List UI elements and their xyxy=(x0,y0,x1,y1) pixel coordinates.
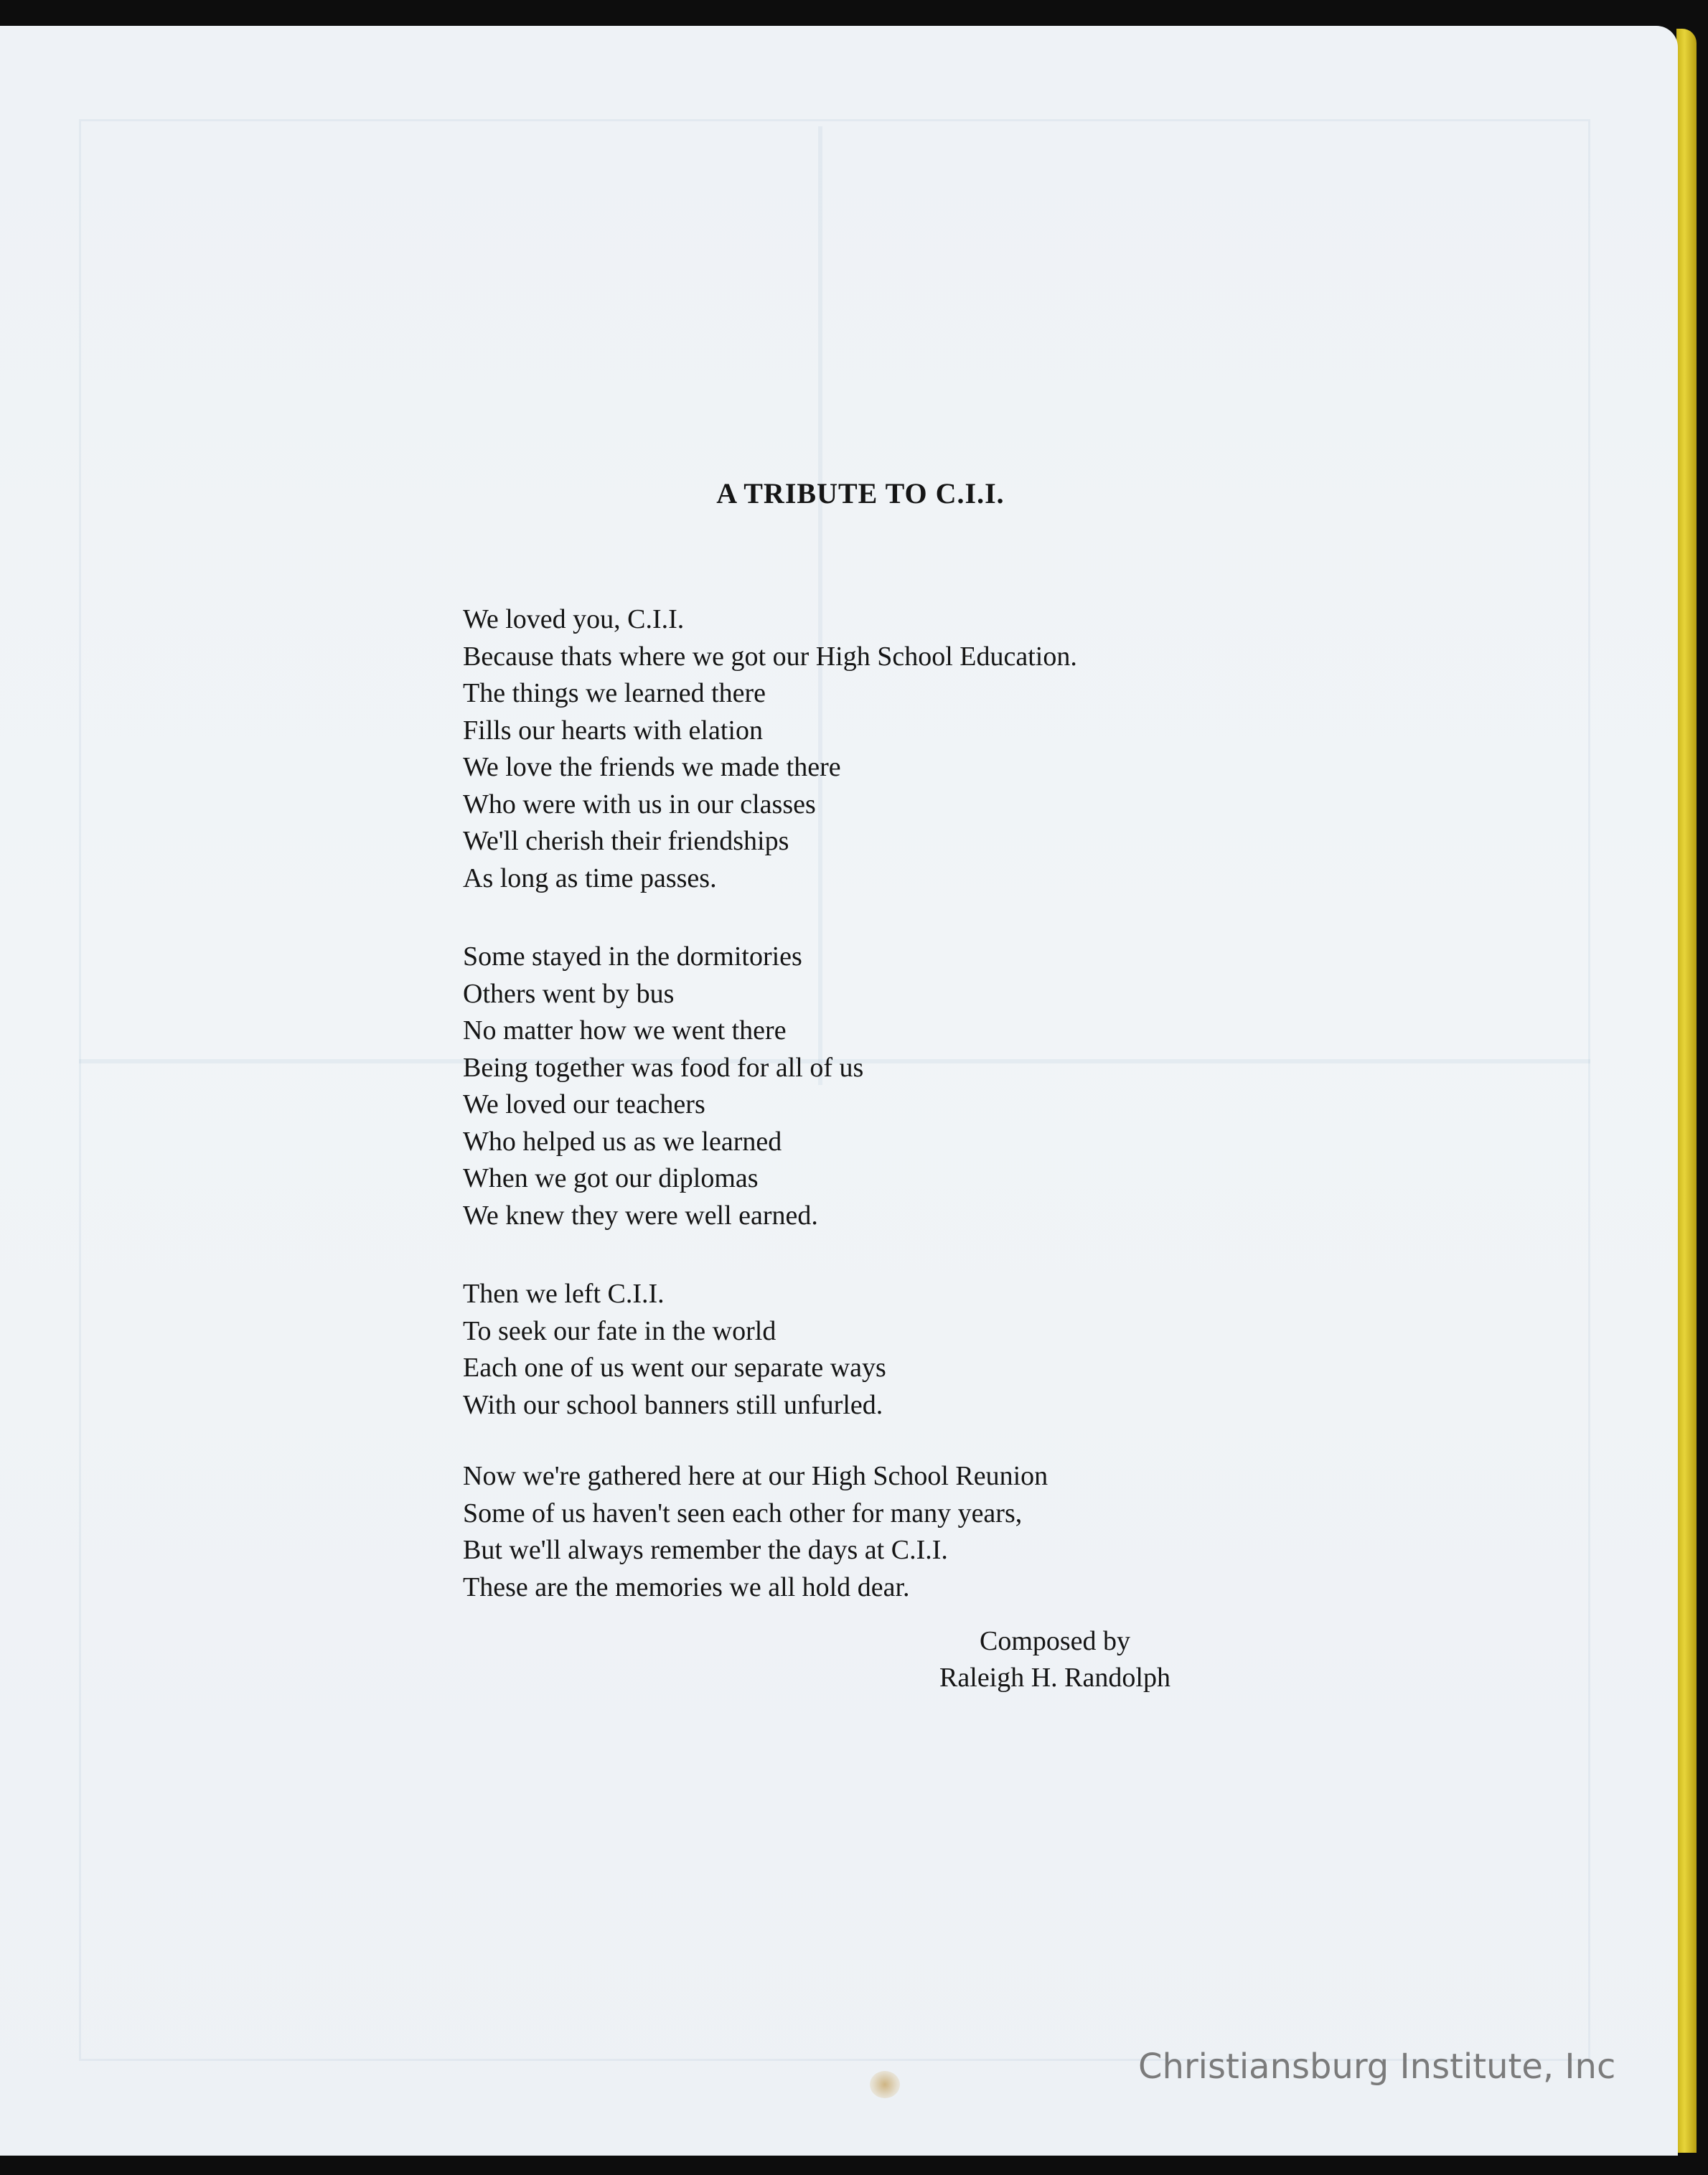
poem-line: Because thats where we got our High School Education. xyxy=(463,641,1077,672)
poem-line: The things we learned there xyxy=(463,678,766,708)
poem-line: No matter how we went there xyxy=(463,1015,787,1046)
poem-line: These are the memories we all hold dear. xyxy=(463,1572,910,1602)
poem-line: Some of us haven't seen each other for many years, xyxy=(463,1498,1023,1528)
poem-line: We'll cherish their friendships xyxy=(463,826,789,856)
credit-composed-by: Composed by xyxy=(979,1626,1131,1656)
poem-line: We knew they were well earned. xyxy=(463,1200,818,1231)
poem-stanza xyxy=(463,1458,1048,1606)
poem-line: With our school banners still unfurled. xyxy=(463,1389,883,1420)
poem-line: Then we left C.I.I. xyxy=(463,1279,665,1309)
credit-author-name: Raleigh H. Randolph xyxy=(939,1663,1170,1693)
poem-line: When we got our diplomas xyxy=(463,1163,759,1193)
poem-line: Being together was food for all of us xyxy=(463,1052,864,1083)
poem-line: Some stayed in the dormitories xyxy=(463,941,802,972)
archive-watermark: Christiansburg Institute, Inc xyxy=(1138,2047,1616,2087)
poem-line: Who were with us in our classes xyxy=(463,789,816,819)
yellow-page-edge xyxy=(1676,29,1697,2153)
poem-line: Now we're gathered here at our High School Reunion xyxy=(463,1461,1048,1491)
poem-line: To seek our fate in the world xyxy=(463,1315,776,1346)
poem-line: As long as time passes. xyxy=(463,863,717,893)
poem-title: A TRIBUTE TO C.I.I. xyxy=(716,477,1005,509)
poem-line: Others went by bus xyxy=(463,978,675,1009)
poem-line: We loved our teachers xyxy=(463,1089,705,1119)
poem-credit xyxy=(840,1623,1270,1696)
poem-line: We loved you, C.I.I. xyxy=(463,604,685,634)
poem-stanza xyxy=(463,939,863,1234)
poem-content xyxy=(0,26,1678,2156)
poem-stanza xyxy=(463,601,1077,897)
poem-line: Each one of us went our separate ways xyxy=(463,1353,886,1383)
paper-stain xyxy=(870,2071,900,2098)
poem-line: Fills our hearts with elation xyxy=(463,715,763,746)
document-page xyxy=(0,26,1678,2156)
poem-stanza xyxy=(463,1276,886,1424)
poem-line: We love the friends we made there xyxy=(463,752,841,782)
poem-line: But we'll always remember the days at C.I.I. xyxy=(463,1535,948,1565)
poem-line: Who helped us as we learned xyxy=(463,1126,782,1157)
